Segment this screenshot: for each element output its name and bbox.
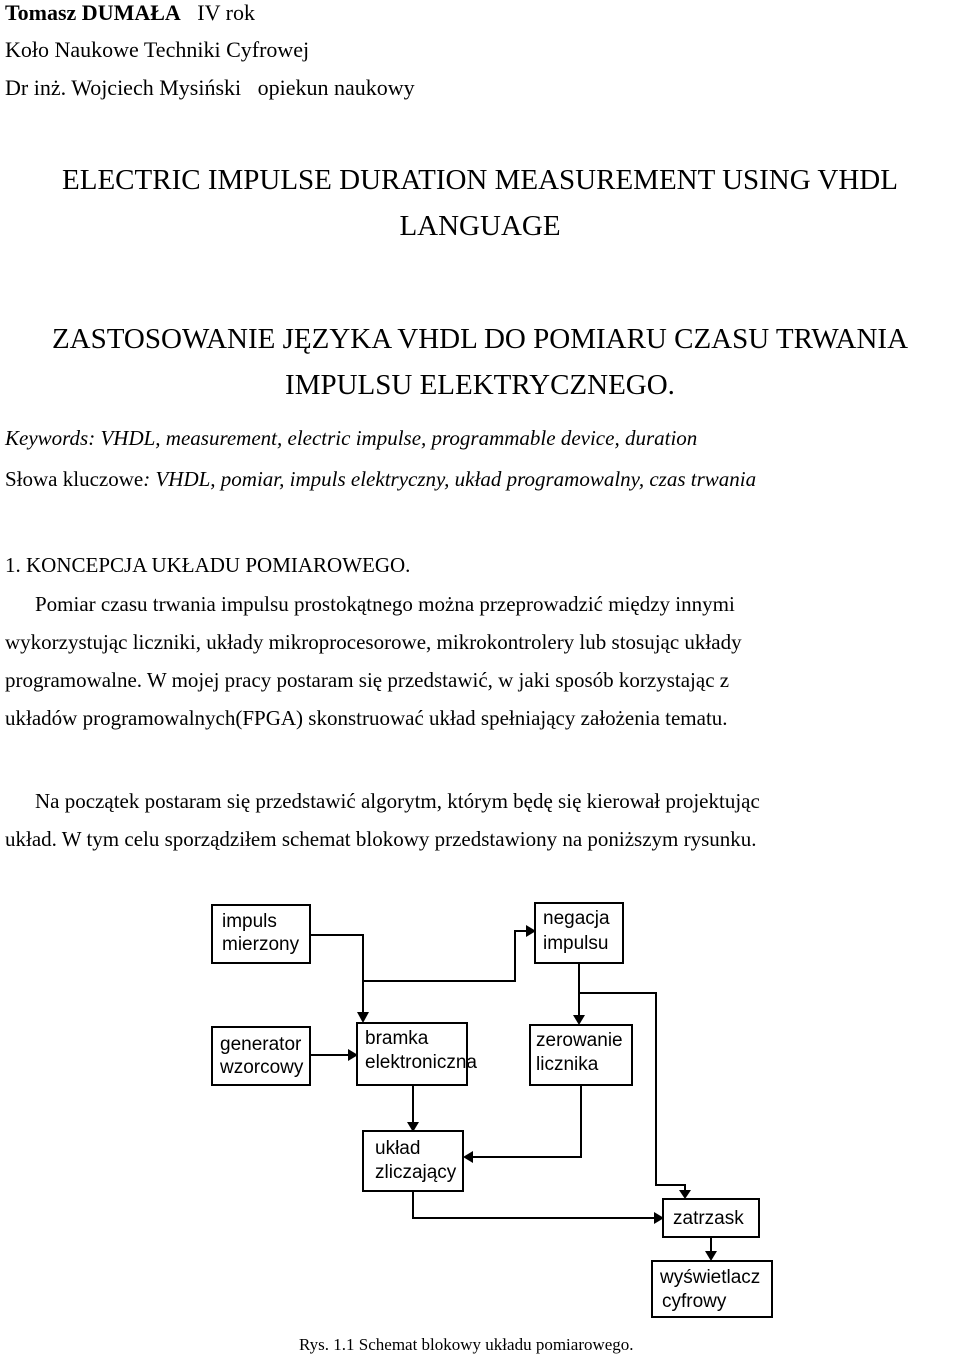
title-polish (0, 316, 960, 408)
arrow-zerowanie-uklad (472, 1085, 581, 1157)
block-diagram (170, 885, 810, 1325)
block-zatrzask-line-1: zatrzask (673, 1208, 744, 1229)
title-polish-line-1: ZASTOSOWANIE JĘZYKA VHDL DO POMIARU CZASU TRWANIA (51, 323, 909, 355)
title-english-line-1: ELECTRIC IMPULSE DURATION MEASUREMENT USING VHDL (62, 164, 898, 196)
block-negacja-line-2: impulsu (543, 933, 609, 954)
arrowhead-wyswietlacz (705, 1251, 717, 1261)
block-wyswietlacz-line-1: wyświetlacz (660, 1267, 761, 1288)
paragraph-1 (5, 585, 742, 737)
paragraph-2-line-1: Na początek postaram się przedstawić algorytm, którym będę się kierował projektując (35, 789, 760, 813)
arrowhead-bramka (357, 1012, 369, 1023)
arrow-negacja-zatrzask (579, 993, 685, 1190)
keywords-polish-label: Słowa kluczowe (5, 467, 144, 491)
block-zerowanie-line-1: zerowanie (536, 1030, 623, 1051)
block-impuls-line-1: impuls (222, 911, 277, 932)
title-english-line-2: LANGUAGE (399, 210, 561, 242)
arrowhead-zerowanie-uklad (463, 1151, 473, 1163)
block-generator-line-1: generator (220, 1034, 302, 1055)
club-name: Koło Naukowe Techniki Cyfrowej (5, 37, 310, 62)
paragraph-2-line-2: układ. W tym celu sporządziłem schemat blokowy przedstawiony na poniższym rysunku. (5, 827, 757, 851)
paragraph-1-line-1: Pomiar czasu trwania impulsu prostokątnego można przeprowadzić między innymi (35, 592, 735, 616)
block-wyswietlacz-line-2: cyfrowy (662, 1291, 727, 1312)
author-line (5, 0, 255, 26)
block-impuls-line-2: mierzony (222, 934, 300, 955)
block-bramka-line-2: elektroniczna (365, 1052, 477, 1073)
keywords-polish-text: : VHDL, pomiar, impuls elektryczny, układ programowalny, czas trwania (143, 467, 757, 491)
figure-caption: Rys. 1.1 Schemat blokowy układu pomiarowego. (299, 1335, 634, 1354)
paragraph-1-line-3: programowalne. W mojej pracy postaram się przedstawić, w jaki sposób korzystając z (5, 668, 730, 692)
block-uklad-line-2: zliczający (375, 1162, 457, 1183)
arrow-to-negacja (363, 931, 526, 981)
arrowhead-zatrzask-top (679, 1190, 691, 1199)
arrowhead-zerowanie (573, 1015, 585, 1025)
block-negacja-line-1: negacja (543, 908, 610, 929)
block-uklad-line-1: układ (375, 1138, 421, 1159)
block-generator-line-2: wzorcowy (220, 1057, 304, 1078)
title-english (0, 157, 960, 249)
block-bramka-line-1: bramka (365, 1028, 429, 1049)
author-name: Tomasz DUMAŁA (5, 0, 181, 25)
title-polish-line-2: IMPULSU ELEKTRYCZNEGO. (285, 369, 675, 401)
keywords-english: Keywords: VHDL, measurement, electric impulse, programmable device, duration (5, 426, 698, 450)
section-heading: 1. KONCEPCJA UKŁADU POMIAROWEGO. (5, 553, 411, 577)
paragraph-1-line-2: wykorzystując liczniki, układy mikroprocesorowe, mikrokontrolery lub stosując układy (5, 630, 742, 654)
arrow-uklad-zatrzask (413, 1191, 654, 1218)
author-year: IV rok (197, 0, 255, 25)
keywords-polish (5, 467, 756, 492)
supervisor-line: Dr inż. Wojciech Mysiński opiekun naukowy (5, 75, 415, 100)
paragraph-1-line-4: układów programowalnych(FPGA) skonstruować układ spełniający założenia tematu. (5, 706, 728, 730)
block-zerowanie-line-2: licznika (536, 1054, 599, 1075)
paragraph-2 (5, 782, 760, 858)
arrow-impuls-bramka (310, 935, 363, 1012)
